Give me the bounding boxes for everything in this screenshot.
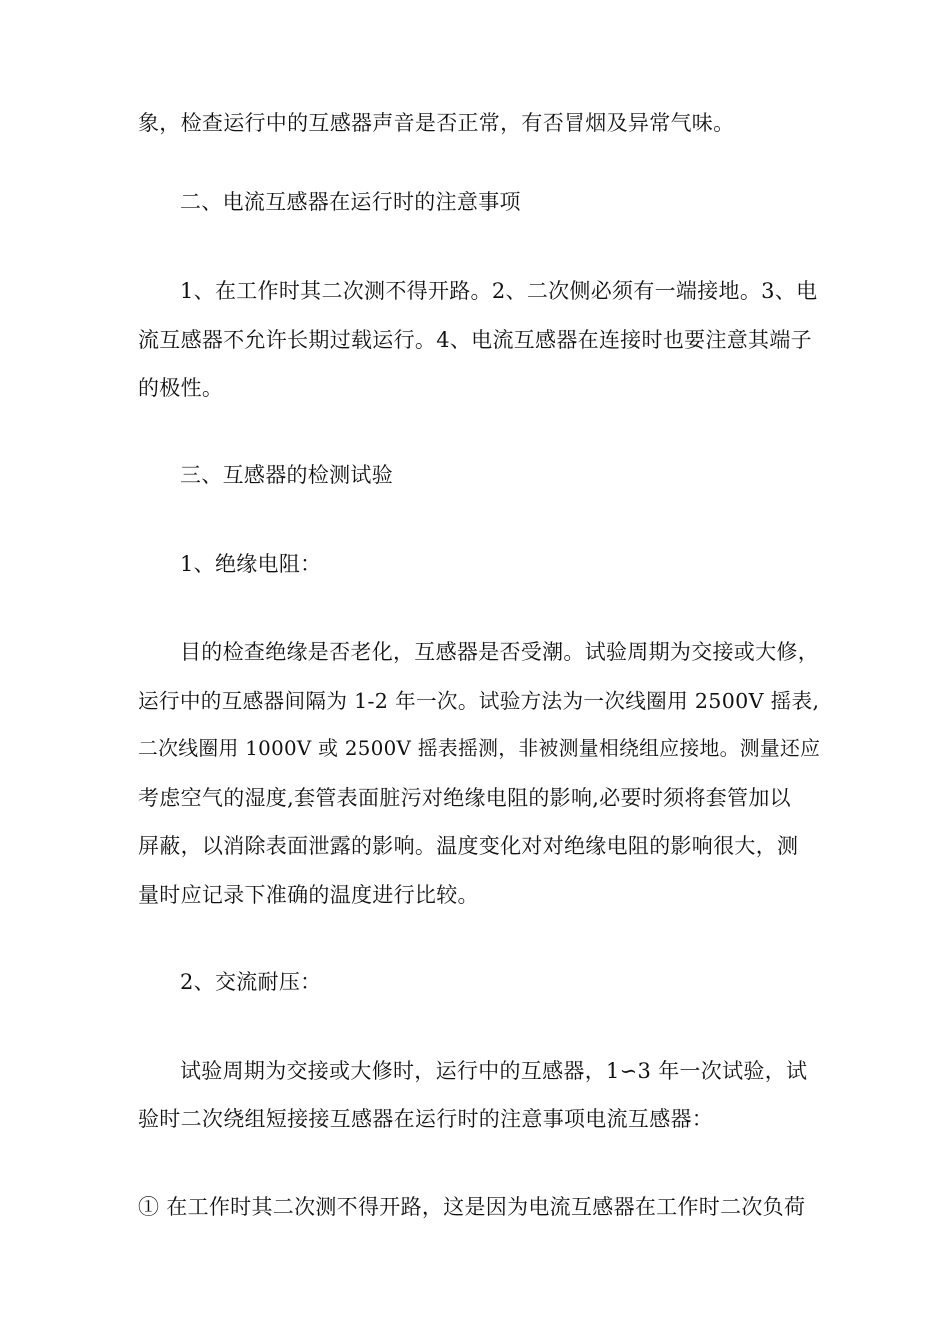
paragraph-line: 的极性。 [138,376,224,400]
section-heading: 二、电流互感器在运行时的注意事项 [180,190,521,214]
paragraph-line: 二次线圈用 1000V 或 2500V 摇表摇测，非被测量相绕组应接地。测量还应 [138,737,821,760]
paragraph-line: 考虑空气的湿度,套管表面脏污对绝缘电阻的影响,必要时须将套管加以 [138,786,791,810]
subsection-heading: 2、交流耐压： [180,970,322,994]
paragraph-line: 验时二次绕组短接接互感器在运行时的注意事项电流互感器： [138,1107,714,1131]
subsection-heading: 1、绝缘电阻： [180,552,322,576]
section-heading: 三、互感器的检测试验 [180,463,393,487]
list-item: ① 在工作时其二次测不得开路，这是因为电流互感器在工作时二次负荷 [138,1195,806,1219]
paragraph-line: 象，检查运行中的互感器声音是否正常，有否冒烟及异常气味。 [138,111,735,135]
paragraph-line: 运行中的互感器间隔为 1-2 年一次。试验方法为一次线圈用 2500V 摇表, [138,689,820,713]
paragraph-line: 试验周期为交接或大修时，运行中的互感器，1∽3 年一次试验，试 [180,1059,808,1083]
paragraph-line: 1、在工作时其二次测不得开路。2、二次侧必须有一端接地。3、电 [180,279,818,303]
paragraph-line: 目的检查绝缘是否老化，互感器是否受潮。试验周期为交接或大修， [180,640,819,664]
paragraph-line: 屏蔽，以消除表面泄露的影响。温度变化对对绝缘电阻的影响很大，测 [138,834,799,858]
paragraph-line: 流互感器不允许长期过载运行。4、电流互感器在连接时也要注意其端子 [138,328,812,352]
paragraph-line: 量时应记录下准确的温度进行比较。 [138,883,479,907]
